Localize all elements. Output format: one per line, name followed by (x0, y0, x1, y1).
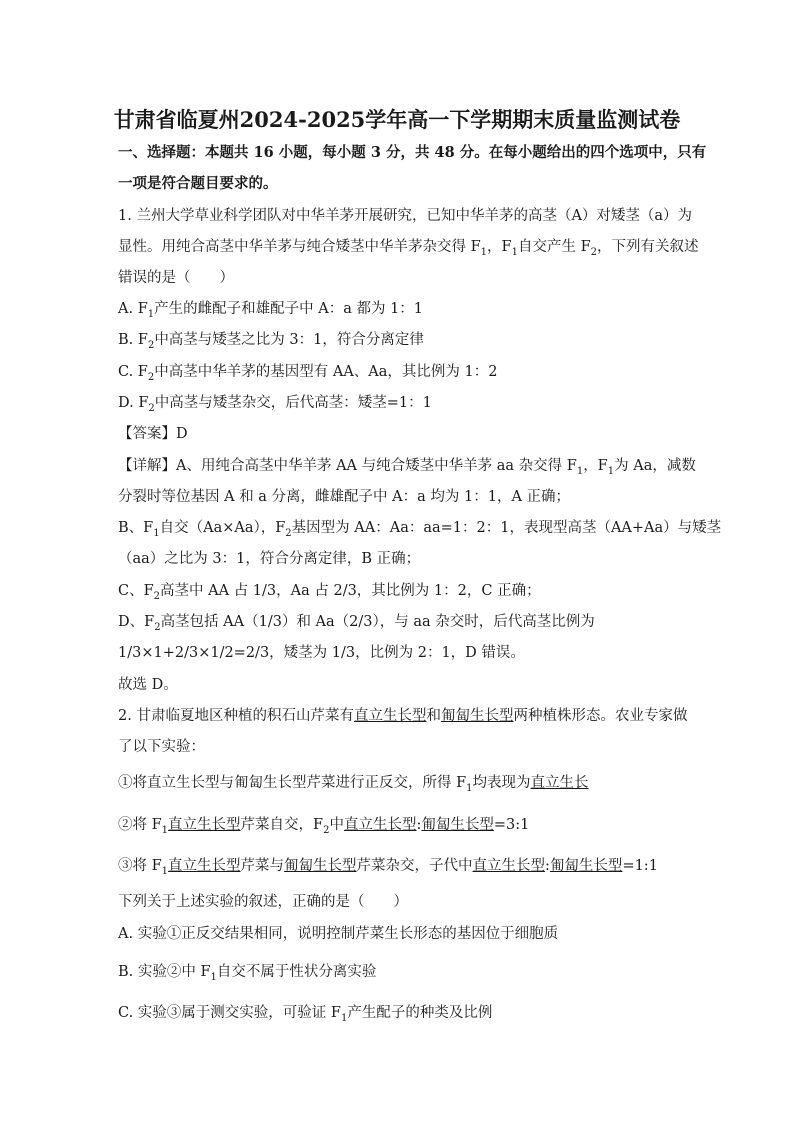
q1-explanation-line3: B、$F_1$自交（Aa×Aa），$F_2$基因型为 AA：Aa：aa=1：2：1，表现型高茎（AA+Aa）与矮茎 (118, 520, 722, 539)
q1-option-c: C. $F_2$中高茎中华羊茅的基因型有 AA、Aa，其比例为 1：2 (118, 364, 498, 383)
q1-explanation-line1: 【详解】A、用纯合高茎中华羊茅 AA 与纯合矮茎中华羊茅 aa 杂交得 $F_1$，$F_1$为 Aa，减数 (118, 458, 696, 477)
q1-option-a: A. $F_1$产生的雌配子和雄配子中 A：a 都为 1：1 (118, 301, 424, 320)
q1-answer: 【答案】D (118, 426, 188, 442)
q1-stem-line3: 错误的是（ ） (118, 270, 234, 286)
q1-stem-line2: 显性。用纯合高茎中华羊茅与纯合矮茎中华羊茅杂交得 $F_1$，$F_1$自交产生 $F_2$，下列有关叙述 (118, 239, 699, 258)
q2-experiment-3: ③将 $F_1$直立生长型芹菜与匍匐生长型芹菜杂交，子代中直立生长型:匍匐生长型=1:1 (118, 858, 658, 877)
q2-question: 下列关于上述实验的叙述，正确的是（ ） (118, 894, 408, 910)
q2-experiment-1: ①将直立生长型与匍匐生长型芹菜进行正反交，所得 $F_1$均表现为直立生长 (118, 775, 589, 794)
q2-stem-line1: 2. 甘肃临夏地区种植的积石山芹菜有直立生长型和匍匐生长型两种植株形态。农业专家做 (118, 708, 688, 724)
q1-explanation-line2: 分裂时等位基因 A 和 a 分离，雌雄配子中 A：a 均为 1：1，A 正确； (118, 489, 571, 505)
section-heading-line1: 一、选择题：本题共 16 小题，每小题 3 分，共 48 分。在每小题给出的四个选项中，只有 (118, 144, 707, 161)
q1-option-d: D. $F_2$中高茎与矮茎杂交，后代高茎：矮茎=1：1 (118, 395, 432, 414)
page-title: 甘肃省临夏州2024-2025学年高一下学期期末质量监测试卷 (113, 107, 681, 132)
q2-stem-line2: 了以下实验： (118, 739, 205, 755)
q1-explanation-line7: 1/3×1+2/3×1/2=2/3，矮茎为 1/3，比例为 2：1，D 错误。 (118, 645, 525, 661)
q2-option-a: A. 实验①正反交结果相同，说明控制芹菜生长形态的基因位于细胞质 (118, 926, 559, 942)
q1-explanation-line5: C、$F_2$高茎中 AA 占 1/3，Aa 占 2/3，其比例为 1：2，C 正确； (118, 583, 541, 602)
q1-conclusion: 故选 D。 (118, 677, 178, 693)
q2-option-b: B. 实验②中 $F_1$自交不属于性状分离实验 (118, 964, 377, 983)
q2-experiment-2: ②将 $F_1$直立生长型芹菜自交，$F_2$中直立生长型:匍匐生长型=3:1 (118, 817, 530, 836)
q1-option-b: B. $F_2$中高茎与矮茎之比为 3：1，符合分离定律 (118, 332, 424, 351)
section-heading-line2: 一项是符合题目要求的。 (118, 175, 278, 192)
q1-stem-line1: 1. 兰州大学草业科学团队对中华羊茅开展研究，已知中华羊茅的高茎（A）对矮茎（a）为 (118, 208, 693, 224)
q2-option-c: C. 实验③属于测交实验，可验证 $F_1$产生配子的种类及比例 (118, 1005, 493, 1024)
q1-explanation-line4: （aa）之比为 3：1，符合分离定律，B 正确； (118, 551, 421, 567)
q1-explanation-line6: D、$F_2$高茎包括 AA（1/3）和 Aa（2/3），与 aa 杂交时，后代高茎比例为 (118, 614, 595, 633)
